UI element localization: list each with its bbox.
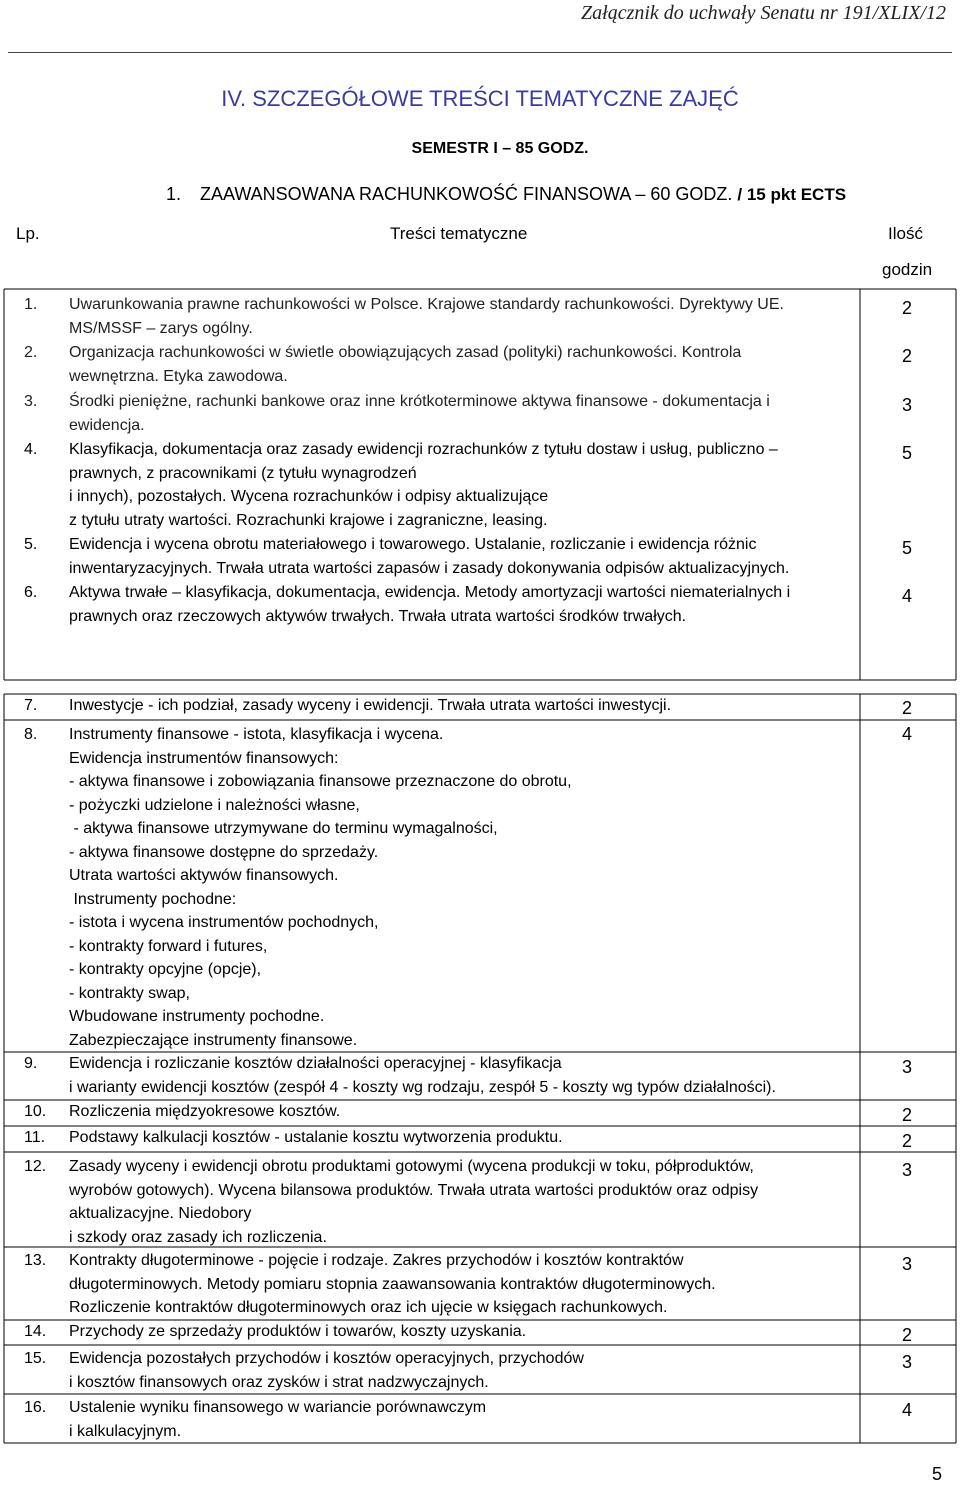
header-rule — [8, 52, 952, 53]
row-number: 8. — [24, 726, 38, 743]
annex-header: Załącznik do uchwały Senatu nr 191/XLIX/12 — [581, 2, 946, 24]
content-line: Utrata wartości aktywów finansowych. — [69, 867, 339, 884]
content-line: Środki pieniężne, rachunki bankowe oraz inne krótkoterminowe aktywa finansowe - dokumentacja i — [69, 393, 770, 410]
row-hours: 2 — [901, 346, 912, 366]
row-number: 5. — [24, 536, 38, 553]
content-line: Ewidencja i rozliczanie kosztów działalności operacyjnej - klasyfikacja — [69, 1055, 562, 1072]
section-title: IV. SZCZEGÓŁOWE TREŚCI TEMATYCZNE ZAJĘĆ — [221, 86, 739, 111]
row-content — [69, 581, 859, 628]
row-content — [69, 1249, 859, 1320]
row-number: 16. — [24, 1399, 47, 1416]
row-content — [69, 293, 859, 340]
content-line: - kontrakty forward i futures, — [69, 937, 268, 955]
content-line: Organizacja rachunkowości w świetle obowiązujących zasad (polityki) rachunkowości. Kontrola — [69, 344, 742, 361]
row-hours: 4 — [901, 724, 912, 744]
content-line: z tytułu utraty wartości. Rozrachunki krajowe i zagraniczne, leasing. — [69, 511, 548, 529]
row-hours: 2 — [901, 1325, 912, 1345]
content-line: - kontrakty opcyjne (opcje), — [69, 961, 262, 978]
row-content — [69, 694, 859, 718]
row-number: 15. — [24, 1350, 47, 1367]
content-line: wewnętrzna. Etyka zawodowa. — [69, 367, 288, 385]
content-line: aktualizacyjne. Niedobory — [69, 1205, 252, 1222]
row-hours: 2 — [901, 1105, 912, 1125]
row-number: 7. — [24, 697, 38, 714]
row-number: 9. — [24, 1055, 38, 1072]
row-hours: 3 — [901, 1057, 912, 1077]
content-line: Zasady wyceny i ewidencji obrotu produktami gotowymi (wycena produkcji w toku, półproduktów, — [69, 1158, 754, 1175]
content-line: długoterminowych. Metody pomiaru stopnia zaawansowania kontraktów długoterminowych. — [69, 1275, 716, 1293]
row-number: 3. — [24, 393, 38, 410]
content-line: Rozliczenia międzyokresowe kosztów. — [69, 1103, 341, 1120]
content-line: Zabezpieczające instrumenty finansowe. — [69, 1031, 358, 1049]
content-line: Ewidencja instrumentów finansowych: — [69, 749, 339, 767]
header-hours: Ilość — [888, 224, 923, 243]
row-hours: 3 — [901, 395, 912, 415]
row-hours: 3 — [901, 1254, 912, 1274]
row-content — [69, 723, 859, 1052]
content-line: prawnych, z pracownikami (z tytułu wynagrodzeń — [69, 464, 417, 482]
content-line: i kalkulacyjnym. — [69, 1422, 182, 1440]
header-content: Treści tematyczne — [390, 224, 528, 243]
subject-name: ZAAWANSOWANA RACHUNKOWOŚĆ FINANSOWA – 60 GODZ. — [200, 184, 733, 204]
content-line: Ewidencja i wycena obrotu materiałowego i towarowego. Ustalanie, rozliczanie i ewidencja różnic — [69, 536, 757, 553]
row-number: 6. — [24, 584, 38, 601]
row-number: 11. — [24, 1129, 46, 1146]
row-content — [69, 438, 859, 532]
content-line: i szkody oraz zasady ich rozliczenia. — [69, 1228, 327, 1246]
row-hours: 4 — [901, 586, 912, 606]
content-line: Klasyfikacja, dokumentacja oraz zasady ewidencji rozrachunków z tytułu dostaw i usług, publiczno – — [69, 441, 778, 458]
row-hours: 3 — [901, 1352, 912, 1372]
row-content — [69, 1320, 859, 1344]
row-number: 10. — [24, 1103, 47, 1120]
row-hours: 2 — [901, 298, 912, 318]
content-line: MS/MSSF – zarys ogólny. — [69, 319, 253, 337]
row-number: 12. — [24, 1158, 47, 1175]
content-line: wyrobów gotowych). Wycena bilansowa produktów. Trwała utrata wartości produktów oraz odpisy — [69, 1181, 759, 1199]
row-hours: 3 — [901, 1160, 912, 1180]
row-content — [69, 1052, 859, 1099]
content-line: Podstawy kalkulacji kosztów - ustalanie kosztu wytworzenia produktu. — [69, 1129, 563, 1146]
content-line: - kontrakty swap, — [69, 984, 190, 1002]
row-content — [69, 341, 859, 388]
row-hours: 4 — [901, 1400, 912, 1420]
content-line: i kosztów finansowych oraz zysków i strat nadzwyczajnych. — [69, 1373, 489, 1391]
content-line: Ewidencja pozostałych przychodów i kosztów operacyjnych, przychodów — [69, 1350, 584, 1367]
page-number: 5 — [931, 1464, 942, 1484]
subject-title — [166, 184, 846, 205]
content-line: Inwestycje - ich podział, zasady wyceny i ewidencji. Trwała utrata wartości inwestycji. — [69, 697, 672, 714]
row-hours: 5 — [901, 538, 912, 558]
content-line: Instrumenty finansowe - istota, klasyfikacja i wycena. — [69, 726, 444, 743]
row-hours: 2 — [901, 1131, 912, 1151]
row-content — [69, 1396, 859, 1443]
content-line: Aktywa trwałe – klasyfikacja, dokumentacja, ewidencja. Metody amortyzacji wartości niematerialnych i — [69, 584, 791, 601]
content-line: - aktywa finansowe utrzymywane do terminu wymagalności, — [69, 820, 498, 837]
content-line: Uwarunkowania prawne rachunkowości w Polsce. Krajowe standardy rachunkowości. Dyrektywy UE. — [69, 296, 784, 313]
content-line: prawnych oraz rzeczowych aktywów trwałych. Trwała utrata wartości środków trwałych. — [69, 607, 687, 625]
row-content — [69, 1100, 859, 1124]
content-line: - aktywa finansowe i zobowiązania finansowe przeznaczone do obrotu, — [69, 773, 572, 790]
content-line: inwentaryzacyjnych. Trwała utrata wartości zapasów i zasady dokonywania odpisów aktualizacyjnych. — [69, 559, 790, 577]
row-hours: 5 — [901, 443, 912, 463]
header-hours-2: godzin — [882, 260, 933, 279]
content-line: Wbudowane instrumenty pochodne. — [69, 1008, 325, 1025]
row-number: 2. — [24, 344, 38, 361]
semester-title: SEMESTR I – 85 GODZ. — [411, 140, 589, 157]
row-content — [69, 390, 859, 437]
content-line: Ustalenie wyniku finansowego w wariancie porównawczym — [69, 1399, 487, 1416]
content-line: i warianty ewidencji kosztów (zespół 4 - koszty wg rodzaju, zespół 5 - koszty wg typów działalności). — [69, 1078, 776, 1096]
content-line: - pożyczki udzielone i należności własne, — [69, 796, 360, 814]
header-lp: Lp. — [16, 224, 40, 243]
content-line: i innych), pozostałych. Wycena rozrachunków i odpisy aktualizujące — [69, 488, 549, 505]
row-number: 4. — [24, 441, 38, 458]
row-content — [69, 1347, 859, 1394]
subject-ects: / 15 pkt ECTS — [737, 185, 847, 204]
subject-number: 1. — [166, 184, 182, 204]
row-content — [69, 1126, 859, 1150]
content-line: Instrumenty pochodne: — [69, 890, 237, 908]
row-number: 14. — [24, 1323, 47, 1340]
content-line: - istota i wycena instrumentów pochodnych, — [69, 914, 379, 931]
content-line: Rozliczenie kontraktów długoterminowych oraz ich ujęcie w księgach rachunkowych. — [69, 1299, 668, 1316]
row-content — [69, 533, 859, 580]
row-number: 1. — [24, 296, 38, 313]
row-hours: 2 — [901, 698, 912, 718]
content-line: ewidencja. — [69, 416, 145, 434]
content-line: - aktywa finansowe dostępne do sprzedaży. — [69, 843, 379, 861]
row-number: 13. — [24, 1252, 47, 1269]
content-line: Przychody ze sprzedaży produktów i towarów, koszty uzyskania. — [69, 1323, 527, 1340]
content-line: Kontrakty długoterminowe - pojęcie i rodzaje. Zakres przychodów i kosztów kontraktów — [69, 1252, 684, 1269]
row-content — [69, 1155, 859, 1249]
